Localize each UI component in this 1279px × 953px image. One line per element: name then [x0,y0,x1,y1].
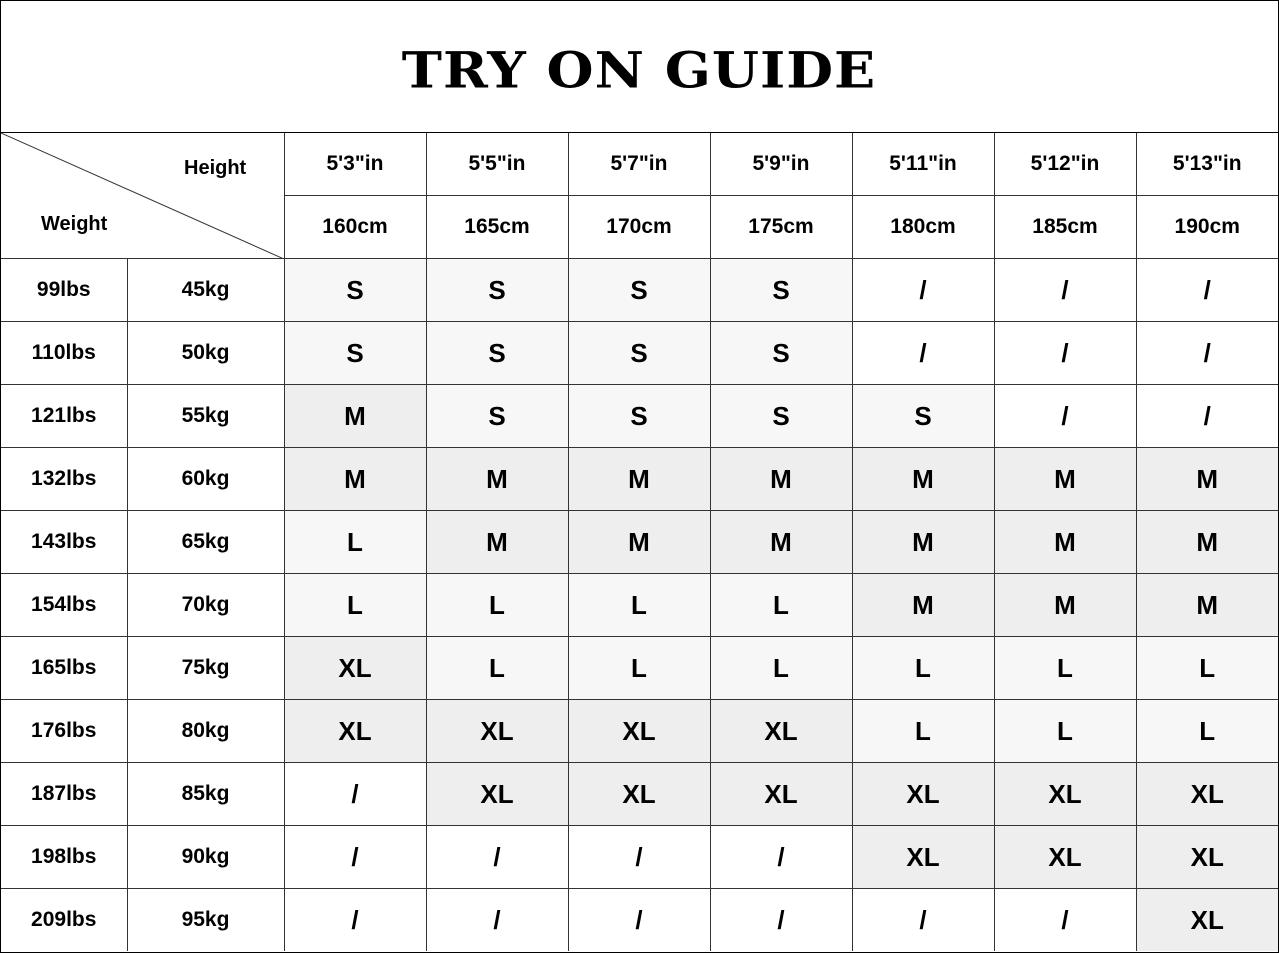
size-cell: L [710,637,852,700]
size-cell: S [710,259,852,322]
height-metric-cell: 175cm [710,196,852,259]
height-axis-label: Height [184,157,247,179]
size-cell: L [568,574,710,637]
height-imperial-row [1,133,1278,196]
size-cell: S [568,385,710,448]
size-cell: XL [1136,889,1278,952]
weight-lbs-cell: 209lbs [1,889,127,952]
weight-kg-cell: 45kg [127,259,284,322]
size-cell: XL [994,763,1136,826]
size-cell: / [568,889,710,952]
size-cell: XL [710,700,852,763]
weight-lbs-cell: 154lbs [1,574,127,637]
size-cell: L [426,574,568,637]
weight-kg-cell: 80kg [127,700,284,763]
weight-lbs-cell: 165lbs [1,637,127,700]
size-cell: XL [426,700,568,763]
size-cell: L [852,637,994,700]
size-cell: M [994,574,1136,637]
weight-kg-cell: 60kg [127,448,284,511]
size-cell: S [426,322,568,385]
weight-lbs-cell: 99lbs [1,259,127,322]
weight-lbs-cell: 187lbs [1,763,127,826]
table-row [1,637,1278,700]
weight-lbs-cell: 176lbs [1,700,127,763]
size-cell: / [852,259,994,322]
height-imperial-cell: 5'5"in [426,133,568,196]
size-cell: XL [710,763,852,826]
size-cell: L [710,574,852,637]
size-cell: / [994,322,1136,385]
size-cell: / [994,259,1136,322]
height-metric-cell: 185cm [994,196,1136,259]
height-metric-cell: 190cm [1136,196,1278,259]
table-row [1,826,1278,889]
size-cell: L [994,637,1136,700]
height-metric-cell: 165cm [426,196,568,259]
size-table [1,133,1278,951]
weight-kg-cell: 65kg [127,511,284,574]
size-cell: / [852,322,994,385]
height-imperial-cell: 5'13"in [1136,133,1278,196]
size-cell: M [426,511,568,574]
height-imperial-cell: 5'7"in [568,133,710,196]
size-cell: XL [568,700,710,763]
size-cell: XL [284,637,426,700]
weight-lbs-cell: 143lbs [1,511,127,574]
size-cell: L [284,574,426,637]
weight-axis-label: Weight [41,213,108,235]
size-cell: S [852,385,994,448]
size-cell: / [284,826,426,889]
size-cell: L [852,700,994,763]
size-cell: L [284,511,426,574]
size-cell: M [284,385,426,448]
size-cell: L [1136,637,1278,700]
size-cell: / [568,826,710,889]
size-cell: / [710,889,852,952]
size-cell: / [426,826,568,889]
height-metric-cell: 170cm [568,196,710,259]
weight-lbs-cell: 132lbs [1,448,127,511]
size-cell: M [852,448,994,511]
weight-lbs-cell: 110lbs [1,322,127,385]
weight-kg-cell: 55kg [127,385,284,448]
size-cell: / [710,826,852,889]
size-cell: / [852,889,994,952]
size-cell: M [1136,511,1278,574]
height-imperial-cell: 5'9"in [710,133,852,196]
title-band [1,1,1278,133]
size-cell: XL [994,826,1136,889]
table-row [1,511,1278,574]
size-cell: S [284,259,426,322]
weight-kg-cell: 95kg [127,889,284,952]
size-cell: S [284,322,426,385]
size-cell: M [852,574,994,637]
size-cell: S [426,385,568,448]
table-row [1,385,1278,448]
corner-header [1,133,284,259]
height-imperial-cell: 5'11"in [852,133,994,196]
size-cell: / [994,889,1136,952]
size-cell: M [994,511,1136,574]
size-cell: S [710,322,852,385]
size-cell: M [710,511,852,574]
table-row [1,322,1278,385]
weight-kg-cell: 85kg [127,763,284,826]
page-title: TRY ON GUIDE [401,40,877,99]
size-cell: M [710,448,852,511]
size-cell: M [568,511,710,574]
size-cell: XL [1136,826,1278,889]
size-cell: XL [568,763,710,826]
size-cell: / [1136,259,1278,322]
size-cell: S [568,259,710,322]
size-cell: S [568,322,710,385]
diagonal-divider [1,133,284,259]
size-cell: XL [1136,763,1278,826]
weight-kg-cell: 75kg [127,637,284,700]
size-cell: L [1136,700,1278,763]
size-cell: / [426,889,568,952]
table-row [1,700,1278,763]
size-cell: M [426,448,568,511]
size-cell: XL [852,763,994,826]
size-cell: S [710,385,852,448]
size-cell: M [852,511,994,574]
weight-kg-cell: 70kg [127,574,284,637]
size-cell: M [994,448,1136,511]
weight-lbs-cell: 121lbs [1,385,127,448]
size-cell: L [994,700,1136,763]
size-cell: M [1136,574,1278,637]
weight-kg-cell: 90kg [127,826,284,889]
size-cell: / [1136,385,1278,448]
table-row [1,259,1278,322]
size-cell: / [1136,322,1278,385]
size-cell: S [426,259,568,322]
height-metric-cell: 180cm [852,196,994,259]
size-cell: L [568,637,710,700]
size-cell: M [284,448,426,511]
table-row [1,574,1278,637]
size-cell: M [568,448,710,511]
height-imperial-cell: 5'3"in [284,133,426,196]
size-cell: / [284,889,426,952]
table-row [1,763,1278,826]
size-cell: / [994,385,1136,448]
height-imperial-cell: 5'12"in [994,133,1136,196]
table-row [1,448,1278,511]
weight-kg-cell: 50kg [127,322,284,385]
height-metric-cell: 160cm [284,196,426,259]
size-cell: XL [852,826,994,889]
size-cell: XL [426,763,568,826]
size-cell: L [426,637,568,700]
weight-lbs-cell: 198lbs [1,826,127,889]
size-cell: M [1136,448,1278,511]
size-cell: XL [284,700,426,763]
size-cell: / [284,763,426,826]
table-row [1,889,1278,952]
